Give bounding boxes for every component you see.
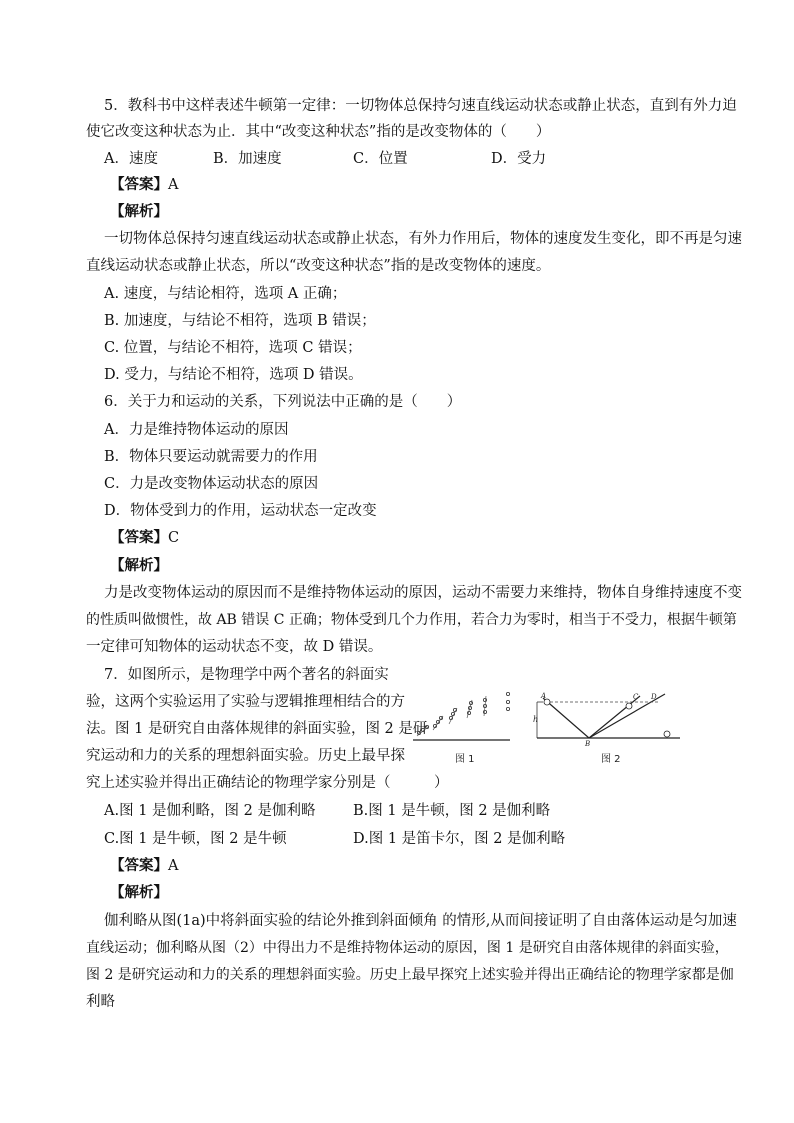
q6-analysis-label: 【解析】 (110, 557, 168, 574)
q6-analysis-line3: 一定律可知物体的运动状态不变，故 D 错误。 (86, 639, 383, 655)
q6-stem: 6．关于力和运动的关系，下列说法中正确的是（ ） (104, 394, 462, 410)
q7-stem-line3: 法。图 1 是研究自由落体规律的斜面实验，图 2 是研 (86, 721, 428, 737)
q7-analysis-line4: 利略 (86, 994, 115, 1010)
q6-option-d: D．物体受到力的作用，运动状态一定改变 (104, 503, 377, 519)
q7-stem-line2: 验，这两个实验运用了实验与逻辑推理相结合的方 (86, 694, 405, 710)
q5-sol-a: A. 速度，与结论相符，选项 A 正确； (104, 286, 347, 302)
q7-analysis-label: 【解析】 (110, 884, 168, 901)
q7-stem-line1: 7．如图所示，是物理学中两个著名的斜面实 (104, 667, 389, 683)
fig1-balls (417, 692, 509, 734)
q6-option-b: B．物体只要运动就需要力的作用 (104, 449, 318, 465)
answer-value: A (168, 177, 179, 193)
q5-stem-line1: 5．教科书中这样表述牛顿第一定律：一切物体总保持匀速直线运动状态或静止状态，直到有外力迫 (104, 98, 737, 114)
answer-label: 【答案】 (110, 529, 168, 546)
q6-analysis-line1: 力是改变物体运动的原因而不是维持物体运动的原因，运动不需要力来维持，物体自身维持速度不变 (104, 585, 742, 601)
fig2-ball-flat (664, 731, 670, 737)
q7-analysis-line2: 直线运动；伽利略从图（2）中得出力不是维持物体运动的原因，图 1 是研究自由落体规律的斜面实验， (86, 940, 729, 956)
fig2-label-b: B (585, 740, 591, 748)
q6-option-a: A．力是维持物体运动的原因 (104, 422, 289, 438)
q5-analysis-line2: 直线运动状态或静止状态，所以“改变这种状态”指的是改变物体的速度。 (86, 258, 551, 274)
q5-sol-b: B. 加速度，与结论不相符，选项 B 错误； (104, 313, 376, 329)
incline-figure (405, 688, 690, 770)
q5-option-b: B．加速度 (213, 151, 282, 167)
fig2-label-a: A (541, 692, 547, 700)
q5-analysis-label: 【解析】 (110, 203, 168, 220)
q5-option-d: D．受力 (491, 151, 547, 167)
q7-analysis-line3: 图 2 是研究运动和力的关系的理想斜面实验。历史上最早探究上述实验并得出正确结论的物理学家都是伽 (86, 967, 734, 983)
fig2-ball-c (626, 703, 632, 709)
q7-answer (110, 856, 178, 876)
fig1-caption: 图 1 (455, 754, 475, 765)
answer-label: 【答案】 (110, 176, 168, 193)
q6-analysis-line2: 的性质叫做惯性，故 AB 错误 C 正确；物体受到几个力作用，若合力为零时，相当于不受力，根据牛顿第 (86, 612, 737, 628)
answer-value: A (168, 858, 179, 874)
q7-option-a: A.图 1 是伽利略，图 2 是伽利略 (104, 803, 316, 819)
q5-option-a: A．速度 (104, 151, 158, 167)
q5-sol-d: D. 受力，与结论不相符，选项 D 错误。 (104, 367, 363, 383)
fig2-caption: 图 2 (601, 754, 621, 765)
q7-stem-line5: 究上述实验并得出正确结论的物理学家分别是（ ） (86, 775, 449, 791)
fig1-inclines (417, 696, 486, 736)
q5-answer (110, 175, 178, 195)
answer-label: 【答案】 (110, 857, 168, 874)
q5-analysis-line1: 一切物体总保持匀速直线运动状态或静止状态，有外力作用后，物体的速度发生变化，即不再是匀速 (104, 231, 742, 247)
q6-answer (110, 528, 179, 548)
answer-value: C (168, 530, 180, 546)
incline-figure-drawing (405, 688, 690, 770)
fig2-label-h: h (533, 715, 539, 724)
fig2-left-incline (543, 698, 589, 738)
q6-option-c: C．力是改变物体运动状态的原因 (104, 476, 319, 492)
q7-option-b: B.图 1 是牛顿，图 2 是伽利略 (353, 803, 551, 819)
q7-analysis-line1: 伽利略从图(1a)中将斜面实验的结论外推到斜面倾角 的情形,从而间接证明了自由落体运动是匀加速 (104, 913, 737, 929)
q5-sol-c: C. 位置，与结论不相符，选项 C 错误； (104, 340, 362, 356)
q5-option-c: C．位置 (353, 151, 408, 167)
fig2-label-d: D (651, 693, 657, 701)
fig2-label-c: C (633, 693, 639, 701)
q7-option-c: C.图 1 是牛顿，图 2 是牛顿 (104, 831, 287, 847)
q5-stem-line2: 使它改变这种状态为止．其中“改变这种状态”指的是改变物体的（ ） (86, 124, 551, 140)
q7-stem-line4: 究运动和力的关系的理想斜面实验。历史上最早探 (86, 748, 405, 764)
q7-option-d: D.图 1 是笛卡尔，图 2 是伽利略 (353, 831, 566, 847)
